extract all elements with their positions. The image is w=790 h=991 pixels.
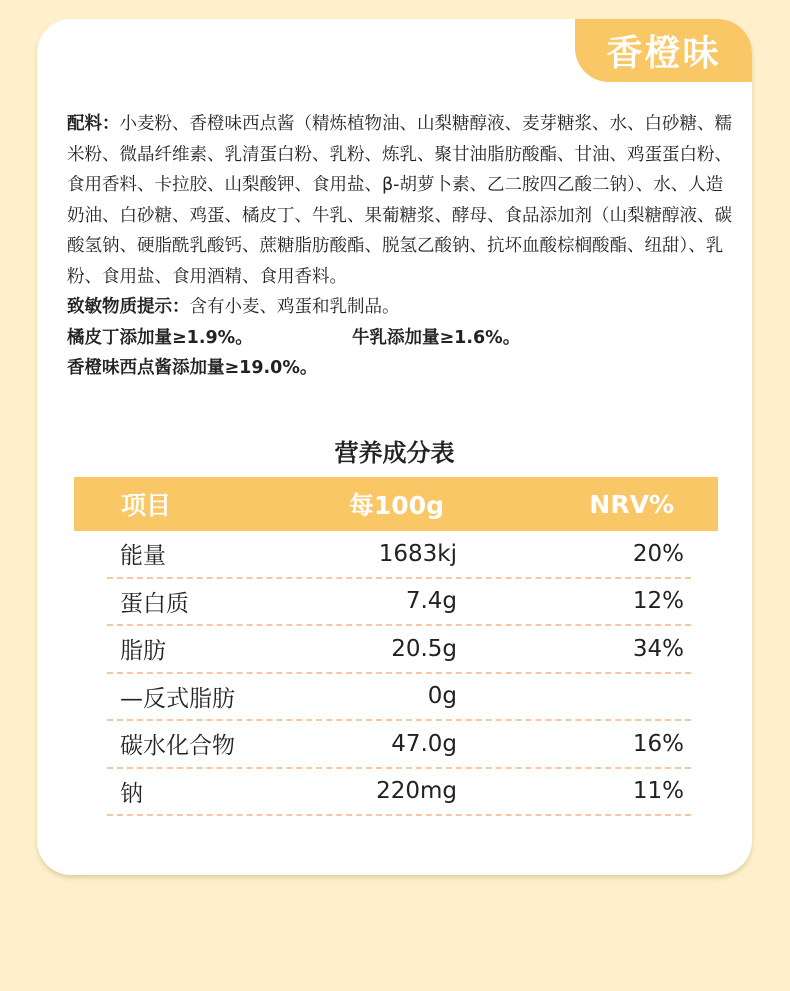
row-per100g: 7.4g	[405, 588, 457, 615]
table-row	[107, 674, 691, 722]
flavor-badge	[575, 19, 752, 82]
header-per100g: 每100g	[348, 491, 444, 520]
allergen-text: 含有小麦、鸡蛋和乳制品。	[189, 297, 400, 317]
header-nrv: NRV%	[589, 489, 674, 519]
table-row	[107, 769, 691, 817]
row-item: 钠	[120, 780, 143, 807]
flavor-label: 香橙味	[606, 33, 721, 74]
milk-addition: 牛乳添加量≥1.6%。	[352, 327, 521, 348]
sauce-addition: 香橙味西点酱添加量≥19.0%。	[67, 358, 318, 378]
nutrition-table-title: 营养成分表	[334, 439, 455, 467]
row-nrv: 11%	[632, 778, 684, 805]
row-per100g: 47.0g	[391, 730, 457, 757]
additions-row	[67, 323, 737, 354]
ingredients-paragraph	[67, 109, 737, 292]
row-nrv: 34%	[632, 635, 684, 662]
product-info-card	[37, 19, 752, 875]
row-nrv: 12%	[632, 588, 684, 615]
table-row	[107, 579, 691, 627]
peel-addition: 橘皮丁添加量≥1.9%。	[67, 327, 253, 348]
row-per100g: 0g	[427, 683, 457, 710]
table-row	[107, 626, 691, 674]
row-item: 脂肪	[120, 638, 166, 665]
row-per100g: 20.5g	[391, 635, 457, 662]
row-item: 能量	[120, 543, 166, 570]
allergen-label: 致敏物质提示：	[67, 297, 190, 317]
row-item: 碳水化合物	[120, 733, 235, 760]
nutrition-table-header	[74, 477, 718, 531]
row-nrv: 16%	[632, 730, 684, 757]
ingredients-section	[67, 109, 737, 384]
ingredients-text: 小麦粉、香橙味西点酱（精炼植物油、山梨糖醇液、麦芽糖浆、水、白砂糖、糯米粉、微晶纤维素、乳清蛋白粉、乳粉、炼乳、聚甘油脂肪酸酯、甘油、鸡蛋蛋白粉、食用香料、卡拉胶、山梨酸钾、食用盐、β-胡萝卜素、乙二胺四乙酸二钠）、水、人造奶油、白砂糖、鸡蛋、橘皮丁、牛乳、果葡糖浆、酵母、食品添加剂（山梨糖醇液、碳酸氢钠、硬脂酰乳酸钙、蔗糖脂肪酸酯、脱氢乙酸钠、抗坏血酸棕榈酸酯、纽甜）、乳粉、食用盐、食用酒精、食用香料。	[67, 114, 732, 287]
row-item: —反式脂肪	[120, 685, 235, 712]
nutrition-table	[74, 477, 718, 816]
row-per100g: 1683kj	[378, 540, 457, 567]
ingredients-label: 配料：	[67, 114, 120, 134]
table-row	[107, 721, 691, 769]
header-item: 项目	[121, 491, 172, 520]
table-row	[107, 531, 691, 579]
row-per100g: 220mg	[376, 778, 457, 805]
allergen-paragraph	[67, 292, 737, 323]
row-item: 蛋白质	[120, 590, 189, 617]
row-nrv: 20%	[632, 540, 684, 567]
